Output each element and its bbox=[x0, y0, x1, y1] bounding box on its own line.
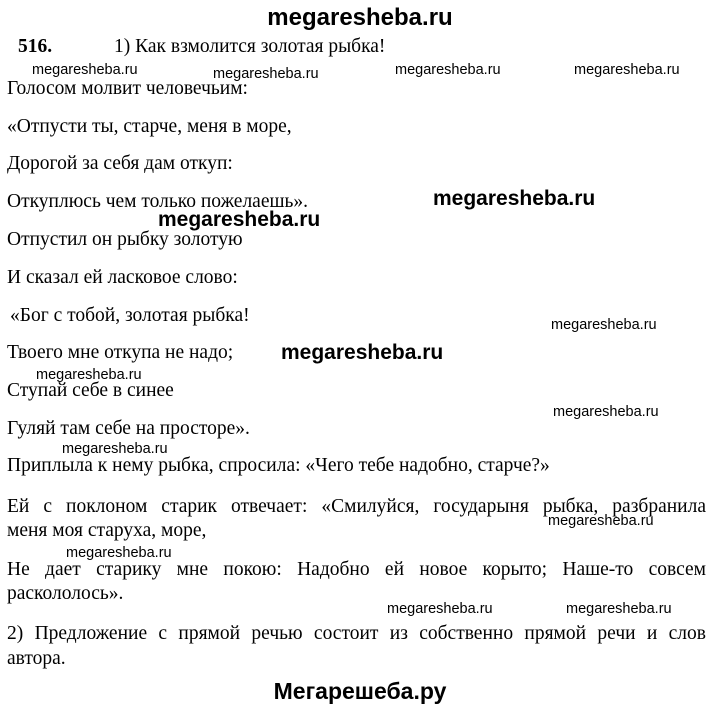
text-line: Приплыла к нему рыбка, спросила: «Чего тебе надобно, старче?» bbox=[7, 455, 550, 476]
text-line: Твоего мне откупа не надо; bbox=[7, 342, 234, 363]
text-line: «Отпусти ты, старче, меня в море, bbox=[7, 116, 292, 137]
watermark: megaresheba.ru bbox=[62, 441, 168, 457]
text-line: Откуплюсь чем только пожелаешь». bbox=[7, 191, 309, 212]
watermark: megaresheba.ru bbox=[574, 62, 680, 78]
site-footer: Мегарешеба.ру bbox=[273, 678, 447, 704]
watermark: megaresheba.ru bbox=[553, 404, 659, 420]
watermark: megaresheba.ru bbox=[548, 513, 654, 529]
text-line: Не дает старику мне покою: Надобно ей новое корыто; Наше-то совсем bbox=[7, 559, 706, 580]
watermark: megaresheba.ru bbox=[551, 317, 657, 333]
watermark: megaresheba.ru bbox=[36, 367, 142, 383]
watermark: megaresheba.ru bbox=[281, 341, 444, 364]
watermark: megaresheba.ru bbox=[66, 545, 172, 561]
text-line: Гуляй там себе на просторе». bbox=[7, 418, 250, 439]
text-line: меня моя старуха, море, bbox=[7, 520, 207, 541]
text-line: Ступай себе в синее bbox=[7, 380, 174, 401]
watermark: megaresheba.ru bbox=[387, 601, 493, 617]
text-line: Ей с поклоном старик отвечает: «Смилуйся, государыня рыбка, разбранила bbox=[7, 496, 706, 517]
text-line: автора. bbox=[7, 648, 66, 669]
text-line: Дорогой за себя дам откуп: bbox=[7, 153, 233, 174]
watermark: megaresheba.ru bbox=[158, 208, 321, 231]
site-header: megaresheba.ru bbox=[267, 4, 453, 31]
text-line: Отпустил он рыбку золотую bbox=[7, 229, 243, 250]
text-line: И сказал ей ласковое слово: bbox=[7, 267, 238, 288]
text-line: «Бог с тобой, золотая рыбка! bbox=[10, 305, 250, 326]
watermark: megaresheba.ru bbox=[395, 62, 501, 78]
text-line: раскололось». bbox=[7, 583, 124, 604]
text-line: 2) Предложение с прямой речью состоит из собственно прямой речи и слов bbox=[7, 623, 706, 644]
watermark: megaresheba.ru bbox=[32, 62, 138, 78]
watermark: megaresheba.ru bbox=[566, 601, 672, 617]
watermark: megaresheba.ru bbox=[213, 66, 319, 82]
text-line: Голосом молвит человечьим: bbox=[7, 78, 248, 99]
exercise-first-line: 1) Как взмолится золотая рыбка! bbox=[114, 36, 386, 57]
exercise-number-bold: 516. bbox=[18, 36, 53, 57]
watermark: megaresheba.ru bbox=[433, 187, 596, 210]
